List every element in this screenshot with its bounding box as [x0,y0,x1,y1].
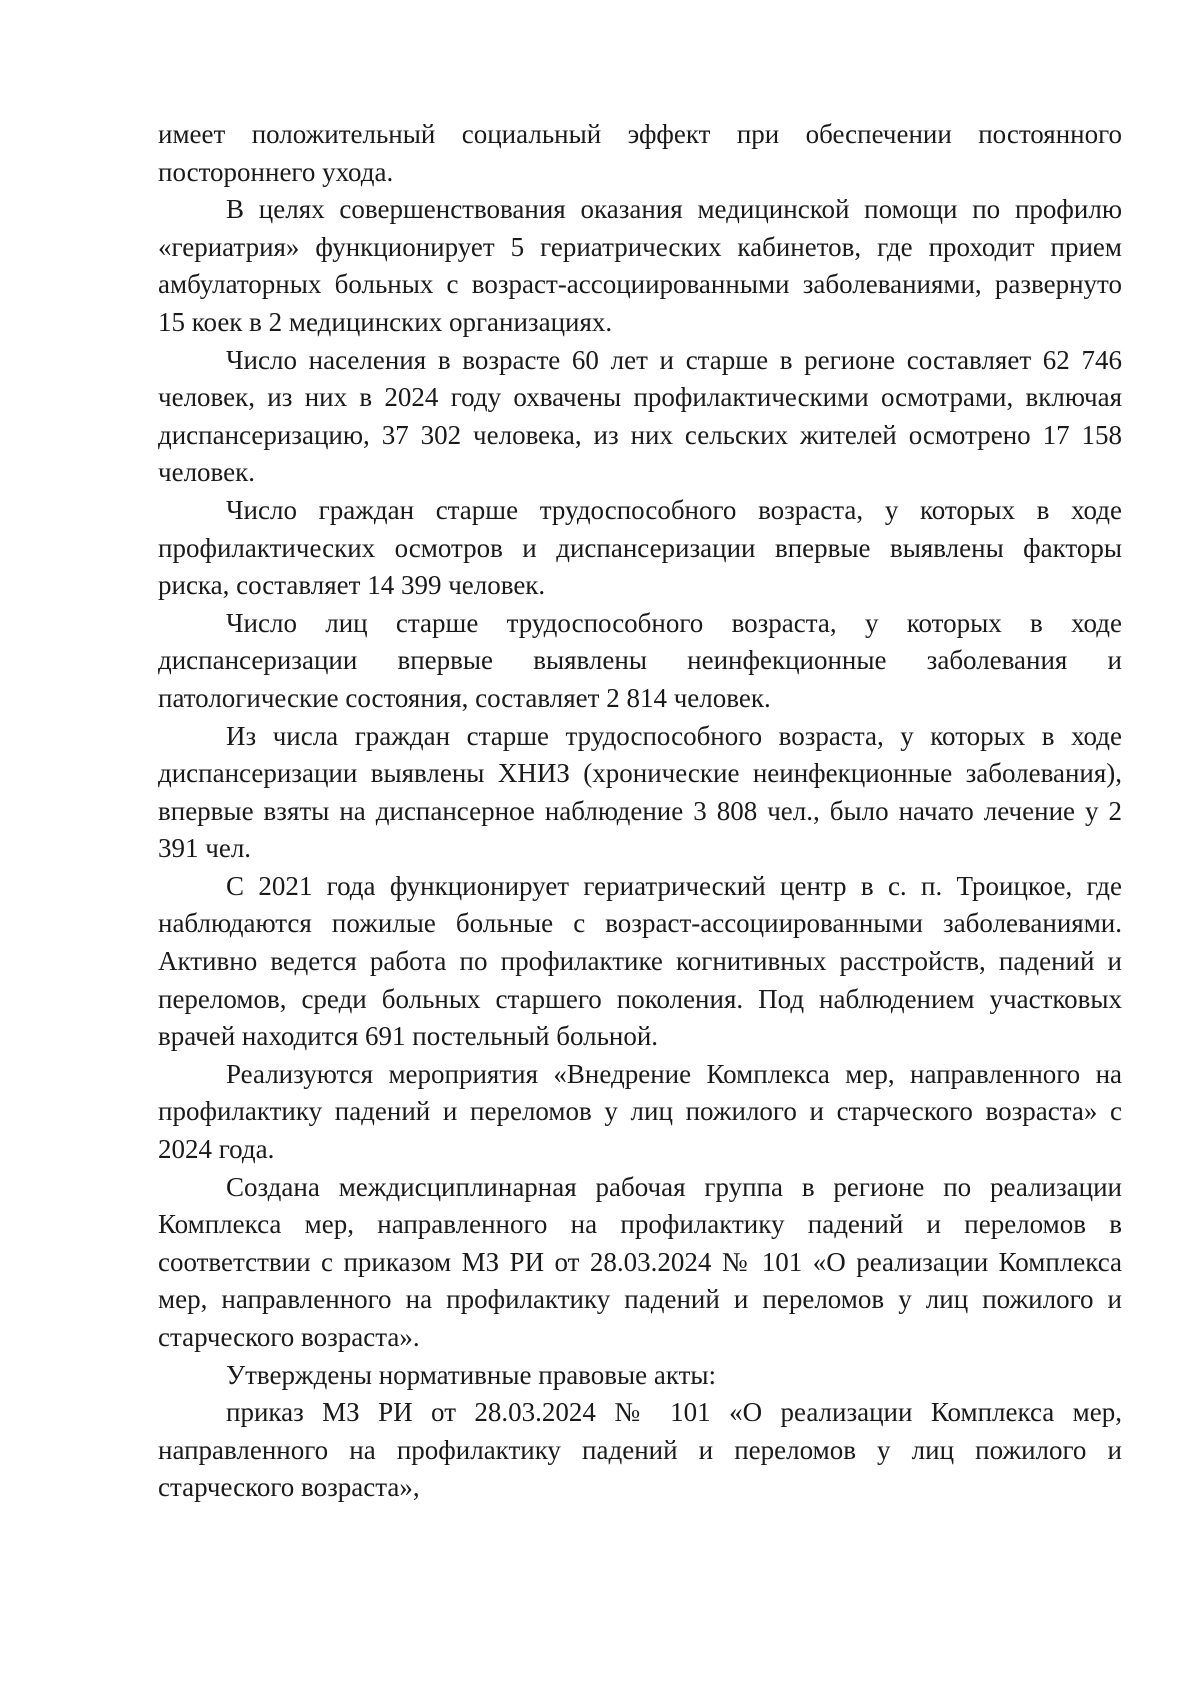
paragraph-3: Число населения в возрасте 60 лет и старше в регионе составляет 62 746 человек, из них в 2024 году охвачены профилактическими осмотрами, включая диспансеризацию, 37 302 человека, из них сельских жителей осмотрено 17 158 человек. [158,344,1122,488]
paragraph-11: приказ МЗ РИ от 28.03.2024 № 101 «О реализации Комплекса мер, направленного на профилактику падений и переломов у лиц пожилого и старческого возраста», [158,1397,1122,1503]
paragraph-10: Утверждены нормативные правовые акты: [226,1359,717,1390]
paragraph-6: Из числа граждан старше трудоспособного возраста, у которых в ходе диспансеризации выявлены ХНИЗ (хронические неинфекционные заболевания), впервые взяты на диспансерное наблюдение 3 808 чел., было начато лечение у 2 391 чел. [158,720,1122,864]
paragraph-8: Реализуются мероприятия «Внедрение Комплекса мер, направленного на профилактику падений и переломов у лиц пожилого и старческого возраста» с 2024 года. [158,1058,1122,1165]
paragraph-1: имеет положительный социальный эффект при обеспечении постоянного постороннего ухода. [158,119,1122,187]
document-body [158,116,1122,1507]
paragraph-4: Число граждан старше трудоспособного возраста, у которых в ходе профилактических осмотров и диспансеризации впервые выявлены факторы риска, составляет 14 399 человек. [158,494,1122,601]
paragraph-2: В целях совершенствования оказания медицинской помощи по профилю «гериатрия» функционирует 5 гериатрических кабинетов, где проходит прием амбулаторных больных с возраст-ассоциированными заболеваниями, развернуто 15 коек в 2 медицинских организациях. [158,194,1122,337]
paragraph-9: Создана междисциплинарная рабочая группа в регионе по реализации Комплекса мер, направленного на профилактику падений и переломов в соответствии с приказом МЗ РИ от 28.03.2024 № 101 «О реализации Комплекса мер, направленного на профилактику падений и переломов у лиц пожилого и старческого возраста». [158,1171,1122,1352]
paragraph-7: С 2021 года функционирует гериатрический центр в с. п. Троицкое, где наблюдаются пожилые больные с возраст-ассоциированными заболеваниями. Активно ведется работа по профилактике когнитивных расстройств, падений и переломов, среди больных старшего поколения. Под наблюдением участковых врачей находится 691 постельный больной. [158,870,1122,1052]
paragraph-5: Число лиц старше трудоспособного возраста, у которых в ходе диспансеризации впервые выявлены неинфекционные заболевания и патологические состояния, составляет 2 814 человек. [158,607,1122,713]
